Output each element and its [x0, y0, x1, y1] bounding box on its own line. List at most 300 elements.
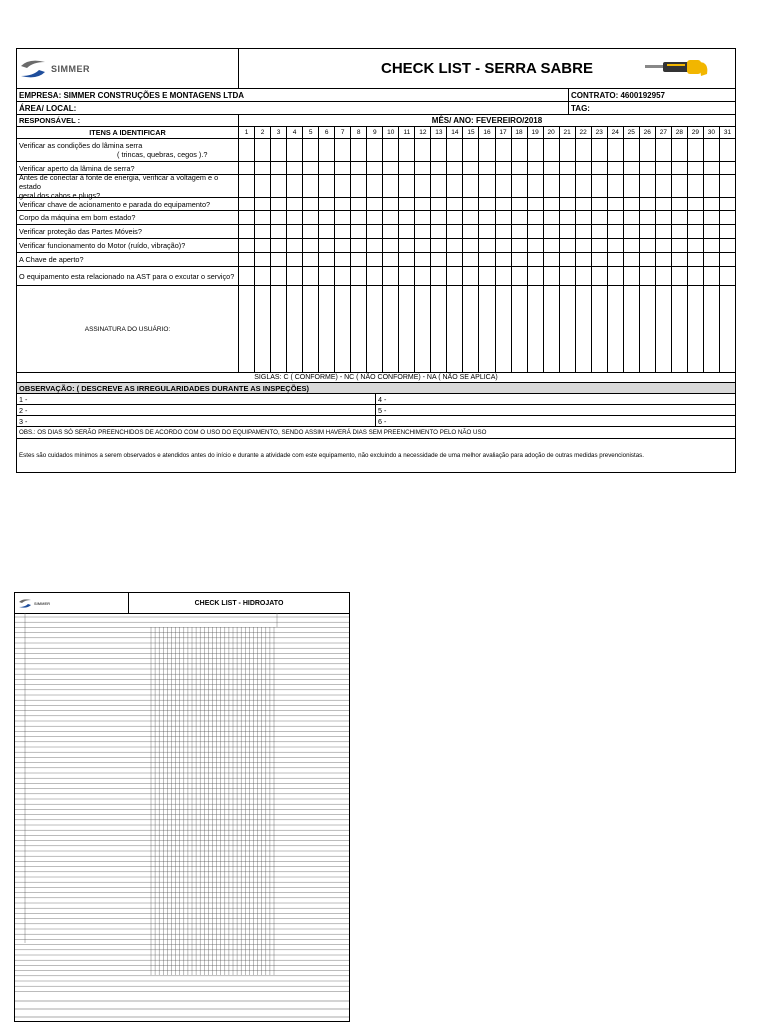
day-check-cell[interactable]	[608, 267, 624, 285]
day-check-cell[interactable]	[608, 211, 624, 224]
day-check-cell[interactable]	[496, 253, 512, 266]
day-check-cell[interactable]	[720, 239, 735, 252]
day-check-cell[interactable]	[335, 198, 351, 210]
signature-day-cell[interactable]	[496, 286, 512, 372]
day-check-cell[interactable]	[303, 253, 319, 266]
day-check-cell[interactable]	[704, 162, 720, 174]
day-check-cell[interactable]	[383, 198, 399, 210]
day-check-cell[interactable]	[608, 239, 624, 252]
day-check-cell[interactable]	[319, 139, 335, 161]
signature-day-cell[interactable]	[415, 286, 431, 372]
signature-day-cell[interactable]	[640, 286, 656, 372]
day-check-cell[interactable]	[335, 211, 351, 224]
day-check-cell[interactable]	[528, 162, 544, 174]
day-check-cell[interactable]	[688, 267, 704, 285]
day-check-cell[interactable]	[688, 253, 704, 266]
day-check-cell[interactable]	[271, 225, 287, 238]
day-check-cell[interactable]	[431, 267, 447, 285]
day-check-cell[interactable]	[351, 239, 367, 252]
day-check-cell[interactable]	[399, 175, 415, 197]
day-check-cell[interactable]	[512, 162, 528, 174]
day-check-cell[interactable]	[592, 175, 608, 197]
day-check-cell[interactable]	[351, 253, 367, 266]
signature-day-cell[interactable]	[319, 286, 335, 372]
day-check-cell[interactable]	[239, 162, 255, 174]
day-check-cell[interactable]	[720, 211, 735, 224]
day-check-cell[interactable]	[496, 225, 512, 238]
day-check-cell[interactable]	[656, 162, 672, 174]
day-check-cell[interactable]	[415, 239, 431, 252]
day-check-cell[interactable]	[656, 267, 672, 285]
day-check-cell[interactable]	[383, 239, 399, 252]
day-check-cell[interactable]	[720, 253, 735, 266]
signature-day-cell[interactable]	[383, 286, 399, 372]
day-check-cell[interactable]	[624, 211, 640, 224]
day-check-cell[interactable]	[287, 162, 303, 174]
day-check-cell[interactable]	[255, 253, 271, 266]
signature-day-cell[interactable]	[720, 286, 735, 372]
day-check-cell[interactable]	[608, 198, 624, 210]
day-check-cell[interactable]	[335, 139, 351, 161]
day-check-cell[interactable]	[239, 225, 255, 238]
day-check-cell[interactable]	[415, 225, 431, 238]
day-check-cell[interactable]	[271, 139, 287, 161]
obs-item-4[interactable]: 4 -	[378, 394, 387, 404]
day-check-cell[interactable]	[512, 267, 528, 285]
signature-day-cell[interactable]	[592, 286, 608, 372]
day-check-cell[interactable]	[431, 139, 447, 161]
day-check-cell[interactable]	[479, 139, 495, 161]
day-check-cell[interactable]	[463, 239, 479, 252]
day-check-cell[interactable]	[576, 211, 592, 224]
day-check-cell[interactable]	[319, 239, 335, 252]
day-check-cell[interactable]	[512, 211, 528, 224]
signature-day-cell[interactable]	[447, 286, 463, 372]
day-check-cell[interactable]	[688, 175, 704, 197]
day-check-cell[interactable]	[383, 139, 399, 161]
signature-day-cell[interactable]	[544, 286, 560, 372]
day-check-cell[interactable]	[447, 175, 463, 197]
day-check-cell[interactable]	[255, 162, 271, 174]
day-check-cell[interactable]	[463, 139, 479, 161]
day-check-cell[interactable]	[255, 239, 271, 252]
day-check-cell[interactable]	[239, 253, 255, 266]
day-check-cell[interactable]	[255, 175, 271, 197]
day-check-cell[interactable]	[271, 211, 287, 224]
day-check-cell[interactable]	[415, 175, 431, 197]
day-check-cell[interactable]	[720, 267, 735, 285]
day-check-cell[interactable]	[367, 175, 383, 197]
day-check-cell[interactable]	[608, 162, 624, 174]
day-check-cell[interactable]	[528, 211, 544, 224]
day-check-cell[interactable]	[271, 253, 287, 266]
day-check-cell[interactable]	[351, 162, 367, 174]
day-check-cell[interactable]	[576, 253, 592, 266]
day-check-cell[interactable]	[303, 198, 319, 210]
day-check-cell[interactable]	[303, 175, 319, 197]
day-check-cell[interactable]	[335, 225, 351, 238]
day-check-cell[interactable]	[560, 198, 576, 210]
day-check-cell[interactable]	[512, 175, 528, 197]
day-check-cell[interactable]	[415, 253, 431, 266]
signature-day-cell[interactable]	[351, 286, 367, 372]
day-check-cell[interactable]	[544, 139, 560, 161]
day-check-cell[interactable]	[512, 253, 528, 266]
day-check-cell[interactable]	[351, 225, 367, 238]
day-check-cell[interactable]	[688, 162, 704, 174]
day-check-cell[interactable]	[367, 211, 383, 224]
day-check-cell[interactable]	[335, 267, 351, 285]
day-check-cell[interactable]	[640, 239, 656, 252]
day-check-cell[interactable]	[383, 211, 399, 224]
day-check-cell[interactable]	[608, 175, 624, 197]
day-check-cell[interactable]	[688, 198, 704, 210]
day-check-cell[interactable]	[335, 253, 351, 266]
day-check-cell[interactable]	[239, 175, 255, 197]
day-check-cell[interactable]	[319, 253, 335, 266]
day-check-cell[interactable]	[720, 139, 735, 161]
day-check-cell[interactable]	[287, 175, 303, 197]
day-check-cell[interactable]	[399, 239, 415, 252]
day-check-cell[interactable]	[528, 175, 544, 197]
day-check-cell[interactable]	[479, 239, 495, 252]
day-check-cell[interactable]	[672, 175, 688, 197]
signature-day-cell[interactable]	[431, 286, 447, 372]
day-check-cell[interactable]	[303, 162, 319, 174]
day-check-cell[interactable]	[656, 139, 672, 161]
day-check-cell[interactable]	[399, 225, 415, 238]
day-check-cell[interactable]	[447, 267, 463, 285]
day-check-cell[interactable]	[608, 225, 624, 238]
day-check-cell[interactable]	[287, 239, 303, 252]
day-check-cell[interactable]	[624, 267, 640, 285]
day-check-cell[interactable]	[720, 162, 735, 174]
day-check-cell[interactable]	[544, 267, 560, 285]
day-check-cell[interactable]	[367, 225, 383, 238]
day-check-cell[interactable]	[512, 239, 528, 252]
day-check-cell[interactable]	[592, 198, 608, 210]
day-check-cell[interactable]	[399, 139, 415, 161]
day-check-cell[interactable]	[351, 211, 367, 224]
day-check-cell[interactable]	[431, 175, 447, 197]
day-check-cell[interactable]	[351, 139, 367, 161]
day-check-cell[interactable]	[399, 211, 415, 224]
day-check-cell[interactable]	[351, 198, 367, 210]
day-check-cell[interactable]	[704, 198, 720, 210]
day-check-cell[interactable]	[624, 239, 640, 252]
day-check-cell[interactable]	[287, 225, 303, 238]
day-check-cell[interactable]	[367, 198, 383, 210]
day-check-cell[interactable]	[624, 253, 640, 266]
day-check-cell[interactable]	[640, 253, 656, 266]
day-check-cell[interactable]	[496, 239, 512, 252]
signature-day-cell[interactable]	[239, 286, 255, 372]
day-check-cell[interactable]	[479, 175, 495, 197]
day-check-cell[interactable]	[688, 211, 704, 224]
signature-day-cell[interactable]	[576, 286, 592, 372]
day-check-cell[interactable]	[688, 139, 704, 161]
day-check-cell[interactable]	[608, 253, 624, 266]
day-check-cell[interactable]	[479, 162, 495, 174]
day-check-cell[interactable]	[255, 225, 271, 238]
day-check-cell[interactable]	[512, 225, 528, 238]
day-check-cell[interactable]	[287, 198, 303, 210]
day-check-cell[interactable]	[720, 225, 735, 238]
day-check-cell[interactable]	[271, 239, 287, 252]
day-check-cell[interactable]	[592, 162, 608, 174]
day-check-cell[interactable]	[255, 267, 271, 285]
day-check-cell[interactable]	[496, 267, 512, 285]
day-check-cell[interactable]	[560, 239, 576, 252]
day-check-cell[interactable]	[544, 162, 560, 174]
signature-day-cell[interactable]	[656, 286, 672, 372]
day-check-cell[interactable]	[496, 198, 512, 210]
day-check-cell[interactable]	[640, 175, 656, 197]
day-check-cell[interactable]	[640, 139, 656, 161]
day-check-cell[interactable]	[704, 267, 720, 285]
day-check-cell[interactable]	[640, 162, 656, 174]
day-check-cell[interactable]	[447, 162, 463, 174]
day-check-cell[interactable]	[335, 162, 351, 174]
day-check-cell[interactable]	[367, 139, 383, 161]
day-check-cell[interactable]	[479, 211, 495, 224]
day-check-cell[interactable]	[640, 225, 656, 238]
day-check-cell[interactable]	[624, 198, 640, 210]
signature-day-cell[interactable]	[303, 286, 319, 372]
day-check-cell[interactable]	[688, 225, 704, 238]
day-check-cell[interactable]	[560, 139, 576, 161]
day-check-cell[interactable]	[576, 267, 592, 285]
day-check-cell[interactable]	[447, 253, 463, 266]
day-check-cell[interactable]	[383, 253, 399, 266]
day-check-cell[interactable]	[640, 211, 656, 224]
signature-day-cell[interactable]	[512, 286, 528, 372]
day-check-cell[interactable]	[367, 253, 383, 266]
obs-item-5[interactable]: 5 -	[378, 405, 387, 415]
day-check-cell[interactable]	[576, 198, 592, 210]
day-check-cell[interactable]	[303, 139, 319, 161]
day-check-cell[interactable]	[239, 139, 255, 161]
day-check-cell[interactable]	[704, 139, 720, 161]
signature-day-cell[interactable]	[528, 286, 544, 372]
day-check-cell[interactable]	[496, 162, 512, 174]
obs-item-1[interactable]: 1 -	[17, 394, 376, 404]
signature-day-cell[interactable]	[399, 286, 415, 372]
day-check-cell[interactable]	[688, 239, 704, 252]
day-check-cell[interactable]	[528, 253, 544, 266]
day-check-cell[interactable]	[496, 211, 512, 224]
day-check-cell[interactable]	[415, 267, 431, 285]
day-check-cell[interactable]	[239, 211, 255, 224]
day-check-cell[interactable]	[528, 198, 544, 210]
day-check-cell[interactable]	[560, 267, 576, 285]
day-check-cell[interactable]	[624, 225, 640, 238]
day-check-cell[interactable]	[431, 253, 447, 266]
day-check-cell[interactable]	[463, 162, 479, 174]
day-check-cell[interactable]	[415, 162, 431, 174]
day-check-cell[interactable]	[303, 239, 319, 252]
day-check-cell[interactable]	[576, 162, 592, 174]
day-check-cell[interactable]	[656, 253, 672, 266]
day-check-cell[interactable]	[672, 267, 688, 285]
day-check-cell[interactable]	[624, 175, 640, 197]
day-check-cell[interactable]	[319, 162, 335, 174]
day-check-cell[interactable]	[239, 239, 255, 252]
day-check-cell[interactable]	[656, 211, 672, 224]
day-check-cell[interactable]	[319, 175, 335, 197]
day-check-cell[interactable]	[287, 253, 303, 266]
day-check-cell[interactable]	[271, 175, 287, 197]
day-check-cell[interactable]	[463, 211, 479, 224]
day-check-cell[interactable]	[592, 253, 608, 266]
day-check-cell[interactable]	[463, 198, 479, 210]
day-check-cell[interactable]	[528, 267, 544, 285]
signature-day-cell[interactable]	[624, 286, 640, 372]
day-check-cell[interactable]	[544, 225, 560, 238]
day-check-cell[interactable]	[544, 211, 560, 224]
day-check-cell[interactable]	[544, 239, 560, 252]
day-check-cell[interactable]	[592, 267, 608, 285]
day-check-cell[interactable]	[560, 253, 576, 266]
day-check-cell[interactable]	[239, 267, 255, 285]
day-check-cell[interactable]	[640, 198, 656, 210]
day-check-cell[interactable]	[431, 211, 447, 224]
day-check-cell[interactable]	[576, 139, 592, 161]
day-check-cell[interactable]	[672, 139, 688, 161]
day-check-cell[interactable]	[303, 267, 319, 285]
day-check-cell[interactable]	[399, 198, 415, 210]
day-check-cell[interactable]	[528, 225, 544, 238]
obs-item-3[interactable]: 3 -	[17, 416, 376, 426]
obs-item-6[interactable]: 6 -	[378, 416, 387, 426]
day-check-cell[interactable]	[560, 162, 576, 174]
day-check-cell[interactable]	[576, 225, 592, 238]
day-check-cell[interactable]	[319, 225, 335, 238]
day-check-cell[interactable]	[319, 211, 335, 224]
day-check-cell[interactable]	[415, 139, 431, 161]
day-check-cell[interactable]	[544, 175, 560, 197]
day-check-cell[interactable]	[351, 175, 367, 197]
day-check-cell[interactable]	[672, 198, 688, 210]
signature-day-cell[interactable]	[704, 286, 720, 372]
day-check-cell[interactable]	[351, 267, 367, 285]
signature-day-cell[interactable]	[287, 286, 303, 372]
day-check-cell[interactable]	[528, 239, 544, 252]
day-check-cell[interactable]	[656, 225, 672, 238]
day-check-cell[interactable]	[415, 198, 431, 210]
day-check-cell[interactable]	[463, 175, 479, 197]
day-check-cell[interactable]	[255, 198, 271, 210]
day-check-cell[interactable]	[672, 211, 688, 224]
signature-day-cell[interactable]	[560, 286, 576, 372]
day-check-cell[interactable]	[335, 239, 351, 252]
day-check-cell[interactable]	[720, 175, 735, 197]
day-check-cell[interactable]	[447, 225, 463, 238]
day-check-cell[interactable]	[399, 253, 415, 266]
day-check-cell[interactable]	[672, 239, 688, 252]
day-check-cell[interactable]	[720, 198, 735, 210]
day-check-cell[interactable]	[672, 162, 688, 174]
day-check-cell[interactable]	[431, 198, 447, 210]
day-check-cell[interactable]	[239, 198, 255, 210]
day-check-cell[interactable]	[704, 211, 720, 224]
day-check-cell[interactable]	[399, 162, 415, 174]
day-check-cell[interactable]	[512, 198, 528, 210]
day-check-cell[interactable]	[255, 211, 271, 224]
day-check-cell[interactable]	[463, 253, 479, 266]
day-check-cell[interactable]	[656, 198, 672, 210]
day-check-cell[interactable]	[447, 211, 463, 224]
day-check-cell[interactable]	[624, 139, 640, 161]
day-check-cell[interactable]	[576, 239, 592, 252]
day-check-cell[interactable]	[383, 267, 399, 285]
day-check-cell[interactable]	[544, 198, 560, 210]
day-check-cell[interactable]	[479, 225, 495, 238]
day-check-cell[interactable]	[383, 225, 399, 238]
day-check-cell[interactable]	[431, 225, 447, 238]
day-check-cell[interactable]	[431, 239, 447, 252]
day-check-cell[interactable]	[399, 267, 415, 285]
day-check-cell[interactable]	[447, 198, 463, 210]
day-check-cell[interactable]	[271, 267, 287, 285]
day-check-cell[interactable]	[592, 211, 608, 224]
day-check-cell[interactable]	[528, 139, 544, 161]
day-check-cell[interactable]	[624, 162, 640, 174]
signature-day-cell[interactable]	[672, 286, 688, 372]
day-check-cell[interactable]	[592, 239, 608, 252]
day-check-cell[interactable]	[367, 267, 383, 285]
day-check-cell[interactable]	[479, 253, 495, 266]
signature-day-cell[interactable]	[271, 286, 287, 372]
day-check-cell[interactable]	[544, 253, 560, 266]
day-check-cell[interactable]	[672, 253, 688, 266]
day-check-cell[interactable]	[367, 162, 383, 174]
day-check-cell[interactable]	[255, 139, 271, 161]
day-check-cell[interactable]	[479, 198, 495, 210]
day-check-cell[interactable]	[319, 267, 335, 285]
day-check-cell[interactable]	[463, 267, 479, 285]
day-check-cell[interactable]	[287, 139, 303, 161]
day-check-cell[interactable]	[303, 211, 319, 224]
day-check-cell[interactable]	[319, 198, 335, 210]
day-check-cell[interactable]	[704, 175, 720, 197]
day-check-cell[interactable]	[463, 225, 479, 238]
day-check-cell[interactable]	[271, 162, 287, 174]
day-check-cell[interactable]	[335, 175, 351, 197]
day-check-cell[interactable]	[672, 225, 688, 238]
day-check-cell[interactable]	[496, 139, 512, 161]
obs-item-2[interactable]: 2 -	[17, 405, 376, 415]
day-check-cell[interactable]	[431, 162, 447, 174]
day-check-cell[interactable]	[383, 175, 399, 197]
signature-day-cell[interactable]	[608, 286, 624, 372]
day-check-cell[interactable]	[560, 175, 576, 197]
day-check-cell[interactable]	[383, 162, 399, 174]
day-check-cell[interactable]	[496, 175, 512, 197]
day-check-cell[interactable]	[287, 211, 303, 224]
day-check-cell[interactable]	[608, 139, 624, 161]
day-check-cell[interactable]	[656, 175, 672, 197]
day-check-cell[interactable]	[560, 211, 576, 224]
day-check-cell[interactable]	[367, 239, 383, 252]
day-check-cell[interactable]	[704, 225, 720, 238]
day-check-cell[interactable]	[447, 139, 463, 161]
signature-day-cell[interactable]	[463, 286, 479, 372]
day-check-cell[interactable]	[656, 239, 672, 252]
signature-day-cell[interactable]	[688, 286, 704, 372]
signature-day-cell[interactable]	[479, 286, 495, 372]
day-check-cell[interactable]	[560, 225, 576, 238]
